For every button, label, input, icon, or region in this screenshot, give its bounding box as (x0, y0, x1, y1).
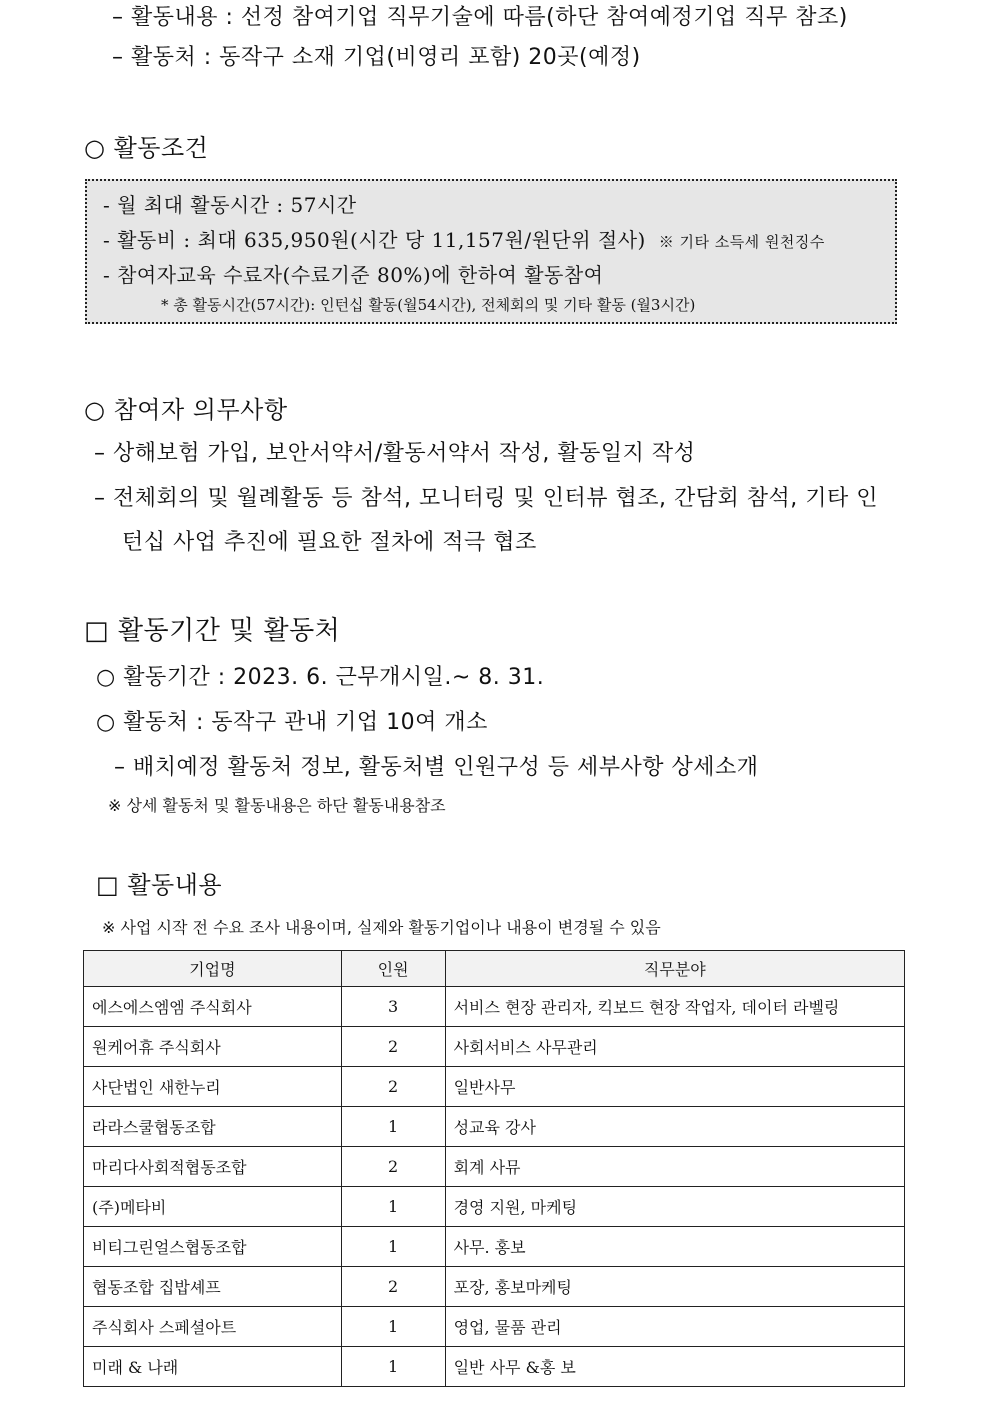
content-section-heading: □ 활동내용 (96, 871, 223, 899)
circle-bullet-icon: ○ (84, 396, 106, 424)
period-note: ※ 상세 활동처 및 활동내용은 하단 활동내용참조 (108, 796, 446, 815)
table-row (84, 1267, 905, 1307)
job-cell: 포장, 홍보마케팅 (445, 1267, 904, 1307)
table-row (84, 1027, 905, 1067)
company-cell: 주식회사 스페셜아트 (84, 1307, 342, 1347)
obligation-item-continued: 턴십 사업 추진에 필요한 절차에 적극 협조 (122, 530, 537, 555)
company-cell: (주)메타비 (84, 1187, 342, 1227)
company-cell: 사단법인 새한누리 (84, 1067, 342, 1107)
obligations-heading: ○ 참여자 의무사항 (84, 396, 288, 424)
square-bullet-icon: □ (84, 616, 110, 646)
count-cell: 3 (341, 987, 445, 1027)
conditions-heading: ○ 활동조건 (84, 134, 209, 162)
square-bullet-icon: □ (96, 871, 120, 899)
activity-place: ○ 활동처 : 동작구 관내 기업 10여 개소 (96, 710, 488, 735)
company-cell: 미래 & 나래 (84, 1347, 342, 1387)
job-cell: 서비스 현장 관리자, 킥보드 현장 작업자, 데이터 라벨링 (445, 987, 904, 1027)
table-row (84, 1067, 905, 1107)
job-cell: 영업, 물품 관리 (445, 1307, 904, 1347)
company-jobs-table (83, 950, 905, 1387)
job-cell: 일반사무 (445, 1067, 904, 1107)
table-row (84, 1187, 905, 1227)
table-row (84, 1227, 905, 1267)
job-cell: 사회서비스 사무관리 (445, 1027, 904, 1067)
circle-bullet-icon: ○ (96, 665, 116, 690)
condition-activity-pay: - 활동비 : 최대 635,950원(시간 당 11,157원/원단위 절사) ※ 기타 소득세 원천징수 (103, 228, 825, 252)
table-row (84, 987, 905, 1027)
company-cell: 에스에스엠엠 주식회사 (84, 987, 342, 1027)
table-row (84, 1307, 905, 1347)
count-cell: 1 (341, 1347, 445, 1387)
activity-period: ○ 활동기간 : 2023. 6. 근무개시일.~ 8. 31. (96, 665, 545, 690)
count-cell: 2 (341, 1147, 445, 1187)
job-cell: 회계 사뮤 (445, 1147, 904, 1187)
conditions-footnote: * 총 활동시간(57시간): 인턴십 활동(월54시간), 전체회의 및 기타 활동 (월3시간) (161, 296, 696, 314)
table-row (84, 1347, 905, 1387)
obligation-item: – 상해보험 가입, 보안서약서/활동서약서 작성, 활동일지 작성 (94, 441, 696, 466)
company-cell: 비티그린얼스협동조합 (84, 1227, 342, 1267)
table-row (84, 1107, 905, 1147)
placement-detail: – 배치예정 활동처 정보, 활동처별 인원구성 등 세부사항 상세소개 (114, 755, 759, 780)
conditions-box (85, 179, 897, 324)
job-cell: 경영 지원, 마케팅 (445, 1187, 904, 1227)
obligation-item: – 전체회의 및 월례활동 등 참석, 모니터링 및 인터뷰 협조, 간담회 참석, 기타 인 (94, 486, 878, 511)
company-cell: 협동조합 집밥셰프 (84, 1267, 342, 1307)
tax-note: ※ 기타 소득세 원천징수 (658, 233, 825, 251)
count-cell: 1 (341, 1107, 445, 1147)
activity-content-line: – 활동내용 : 선정 참여기업 직무기술에 따름(하단 참여예정기업 직무 참조) (112, 5, 848, 30)
table-row (84, 1147, 905, 1187)
header-count: 인원 (341, 951, 445, 987)
circle-bullet-icon: ○ (96, 710, 116, 735)
job-cell: 성교육 강사 (445, 1107, 904, 1147)
condition-max-hours: - 월 최대 활동시간 : 57시간 (103, 193, 357, 217)
company-cell: 라라스쿨협동조합 (84, 1107, 342, 1147)
activity-place-line: – 활동처 : 동작구 소재 기업(비영리 포함) 20곳(예정) (112, 45, 641, 70)
count-cell: 2 (341, 1027, 445, 1067)
condition-education: - 참여자교육 수료자(수료기준 80%)에 한하여 활동참여 (103, 263, 604, 287)
count-cell: 2 (341, 1067, 445, 1107)
header-company: 기업명 (84, 951, 342, 987)
table-header-row (84, 951, 905, 987)
period-section-heading: □ 활동기간 및 활동처 (84, 616, 341, 646)
job-cell: 일반 사무 &홍 보 (445, 1347, 904, 1387)
circle-bullet-icon: ○ (84, 134, 106, 162)
count-cell: 1 (341, 1187, 445, 1227)
count-cell: 1 (341, 1227, 445, 1267)
company-cell: 마리다사회적협동조합 (84, 1147, 342, 1187)
job-cell: 사무. 홍보 (445, 1227, 904, 1267)
header-job: 직무분야 (445, 951, 904, 987)
company-cell: 원케어휴 주식회사 (84, 1027, 342, 1067)
count-cell: 2 (341, 1267, 445, 1307)
count-cell: 1 (341, 1307, 445, 1347)
content-note: ※ 사업 시작 전 수요 조사 내용이며, 실제와 활동기업이나 내용이 변경될 수 있음 (102, 918, 661, 937)
